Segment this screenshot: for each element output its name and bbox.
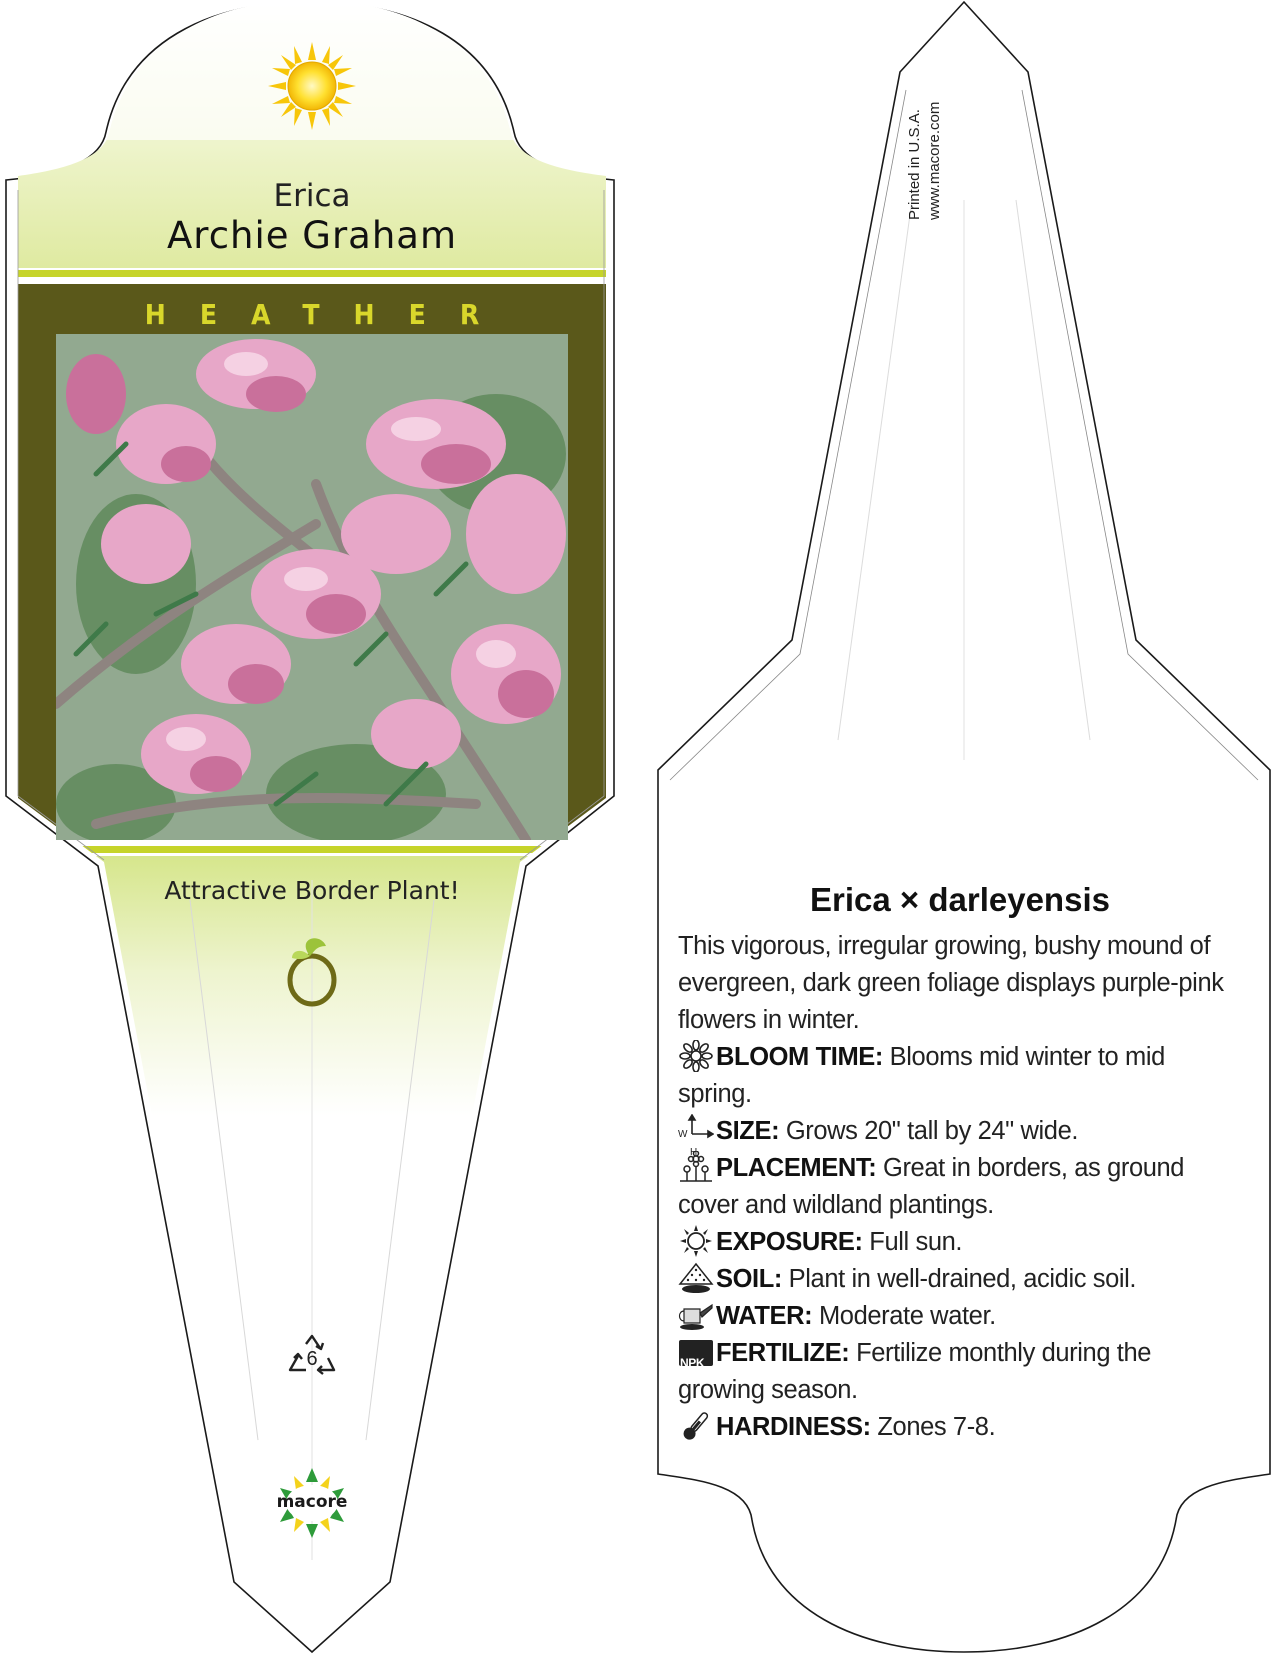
soil-icon [678, 1262, 714, 1294]
soil-value: Plant in well-drained, acidic soil. [782, 1265, 1137, 1293]
fertilize-label: FERTILIZE: [716, 1339, 850, 1367]
size-h-letter: H [690, 1147, 697, 1158]
plant-cultivar: Archie Graham [166, 214, 458, 257]
attr-fertilize [678, 1335, 1238, 1409]
plant-genus: Erica [273, 178, 351, 214]
hardiness-label: HARDINESS: [716, 1413, 871, 1441]
placement-value: Great in borders, as ground cover and wildland plantings. [678, 1154, 1185, 1219]
attr-hardiness [678, 1409, 1238, 1446]
attr-placement [678, 1150, 1238, 1224]
website-text: www.macore.com [926, 101, 943, 220]
plant-photo [56, 334, 568, 840]
npk-text: NPK [680, 1356, 705, 1370]
watering-can-icon [678, 1299, 714, 1331]
attr-bloom-time [678, 1039, 1238, 1113]
soil-label: SOIL: [716, 1265, 782, 1293]
logo-text: macore [276, 1492, 348, 1512]
placement-label: PLACEMENT: [716, 1154, 877, 1182]
size-w-letter: W [678, 1129, 688, 1140]
size-label: SIZE: [716, 1117, 780, 1145]
flower-icon [678, 1040, 714, 1072]
tagline: Attractive Border Plant! [164, 876, 460, 905]
exposure-value: Full sun. [862, 1228, 963, 1256]
bloom-time-value: Blooms mid winter to mid spring. [678, 1043, 1165, 1108]
attr-soil [678, 1261, 1238, 1298]
recycle-number: 6 [306, 1348, 318, 1370]
description-text: This vigorous, irregular growing, bushy mound of evergreen, dark green foliage displays purple-pink flowers in winter. [678, 932, 1224, 1034]
plant-description [678, 928, 1238, 1446]
npk-icon [678, 1336, 714, 1368]
recycle-icon [288, 1334, 336, 1380]
sun-outline-icon [678, 1225, 714, 1257]
fertilize-value: Fertilize monthly during the growing season. [678, 1339, 1152, 1404]
exposure-label: EXPOSURE: [716, 1228, 863, 1256]
common-name: HEATHER [144, 298, 514, 331]
printed-in-text: Printed in U.S.A. [906, 109, 923, 220]
botanical-name: Erica × darleyensis [810, 881, 1110, 918]
attr-water [678, 1298, 1238, 1335]
hardiness-value: Zones 7-8. [870, 1413, 996, 1441]
sun-icon [268, 42, 356, 130]
attr-size [678, 1113, 1238, 1158]
size-value: Grows 20" tall by 24" wide. [779, 1117, 1079, 1145]
thermometer-icon [678, 1410, 714, 1442]
attr-exposure [678, 1224, 1238, 1261]
water-label: WATER: [716, 1302, 813, 1330]
macore-logo [270, 1466, 354, 1540]
sprout-icon [286, 934, 340, 1008]
printed-info [906, 50, 950, 220]
bloom-time-label: BLOOM TIME: [716, 1043, 883, 1071]
water-value: Moderate water. [812, 1302, 996, 1330]
size-arrows-icon [678, 1114, 714, 1158]
